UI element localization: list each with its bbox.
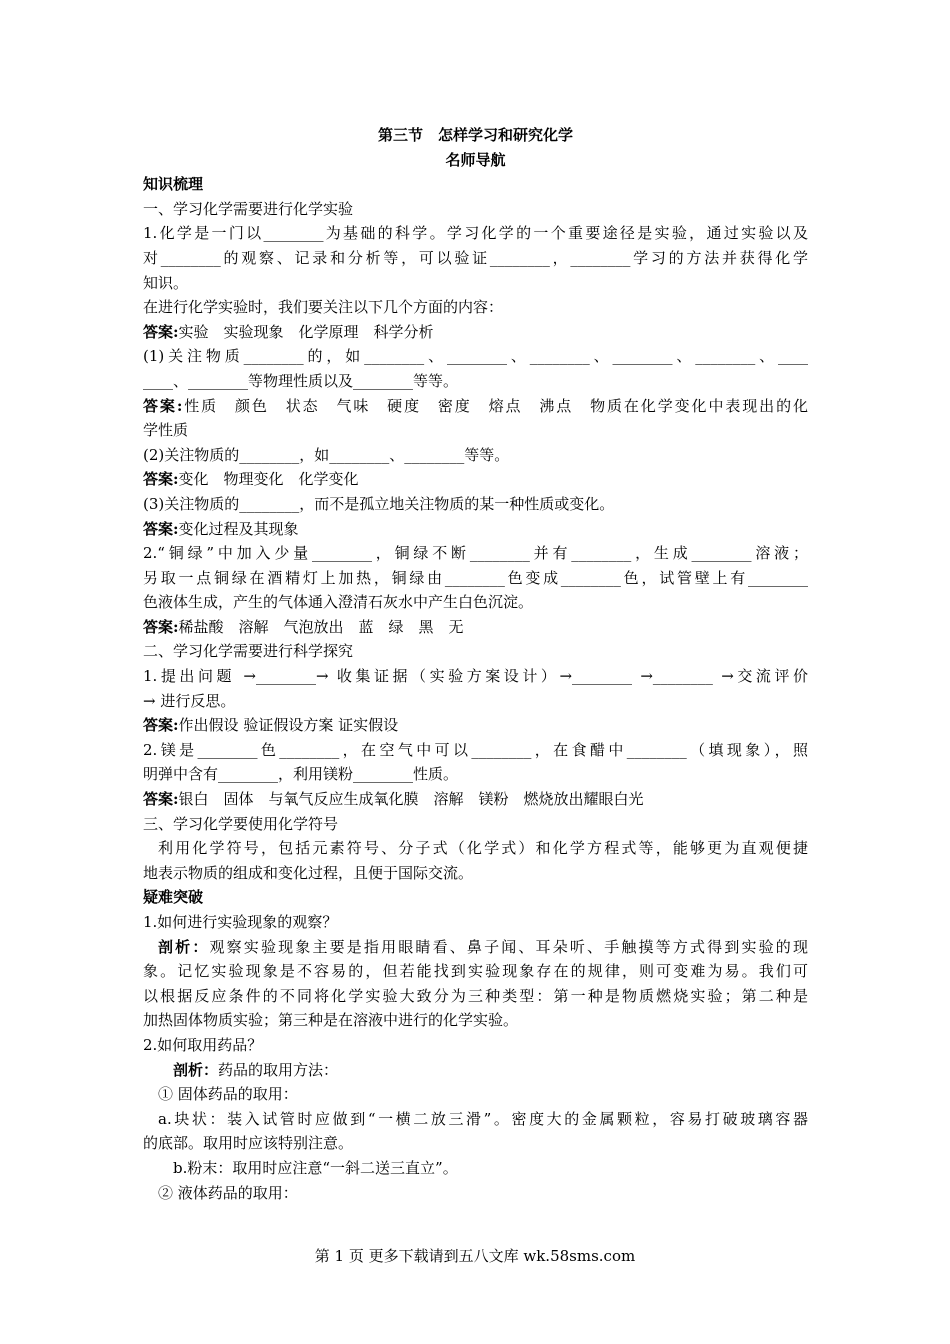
paragraph-line: (1)关注物质________的，如________、________、________、________、________、____ [143,347,808,366]
paragraph-line: 明弹中含有________，利用镁粉________性质。 [143,765,459,784]
paragraph-line: 2.镁是________色________，在空气中可以________，在食醋中________（填现象），照 [143,740,808,759]
list-item: b.粉末：取用时应注意“一斜二送三直立”。 [173,1158,458,1177]
answer-line [143,787,808,812]
analysis-text: 药品的取用方法： [218,1060,339,1079]
question-line: 1.如何进行实验现象的观察？ [143,913,338,931]
answer-label: 答案: [143,617,179,636]
paragraph-line: (2)关注物质的________，如________、________等等。 [143,445,510,464]
answer-line [143,467,808,492]
heading-part-1: 一、学习化学需要进行化学实验 [143,199,354,218]
paragraph-line: 象。记忆实验现象是不容易的，但若能找到实验现象存在的规律，则可变难为易。我们可 [143,962,808,981]
section-title: 第三节 怎样学习和研究化学 [377,126,573,144]
answer-label: 答案: [143,519,179,538]
answer-label: 答案: [143,396,183,415]
answer-line [143,517,808,542]
section-subtitle: 名师导航 [445,150,506,169]
analysis-label: 剖析： [158,937,210,956]
paragraph-line: 1.化学是一门以________为基础的科学。学习化学的一个重要途径是实验，通过实验以及 [143,224,808,243]
answer-label: 答案: [143,790,179,809]
answer-text: 变化过程及其现象 [178,519,299,538]
paragraph-line: 另取一点铜绿在酒精灯上加热，铜绿由________色变成________色，试管壁上有________ [143,568,808,587]
paragraph-line: 利用化学符号，包括元素符号、分子式（化学式）和化学方程式等，能够更为直观便捷 [158,839,808,858]
paragraph-line: ____、________等物理性质以及________等等。 [143,371,459,390]
list-item: a.块状：装入试管时应做到“一横二放三滑”。密度大的金属颗粒，容易打破玻璃容器 [158,1109,808,1128]
paragraph-line: 1.提出问题 →________→ 收集证据（实验方案设计）→________ →________ →交流评价 [143,667,808,686]
list-item: ① 固体药品的取用： [158,1085,298,1104]
answer-text: 作出假设 验证假设方案 证实假设 [178,716,399,735]
paragraph-line: 的底部。取用时应该特别注意。 [143,1134,354,1153]
paragraph-line: 在进行化学实验时，我们要关注以下几个方面的内容： [143,298,504,317]
answer-line-cont: 学性质 [143,421,189,440]
document-body [143,123,808,1205]
heading-part-2: 二、学习化学需要进行科学探究 [143,642,354,661]
paragraph-line: 以根据反应条件的不同将化学实验大致分为三种类型：第一种是物质燃烧实验；第二种是 [143,986,808,1005]
answer-text: 变化 物理变化 化学变化 [178,470,359,489]
answer-line [143,713,808,738]
paragraph-line: 加热固体物质实验；第三种是在溶液中进行的化学实验。 [143,1011,519,1030]
question-line: 2.如何取用药品？ [143,1035,263,1054]
heading-part-3: 三、学习化学要使用化学符号 [143,814,339,833]
answer-label: 答案: [143,470,179,489]
heading-difficulties: 疑难突破 [143,888,204,907]
answer-text: 稀盐酸 溶解 气泡放出 蓝 绿 黑 无 [178,617,464,636]
analysis-text: 观察实验现象主要是指用眼睛看、鼻子闻、耳朵听、手触摸等方式得到实验的现 [209,937,808,956]
analysis-line [143,1058,808,1083]
heading-knowledge: 知识梳理 [143,175,204,194]
answer-line [143,394,808,419]
answer-text: 实验 实验现象 化学原理 科学分析 [178,322,434,341]
answer-label: 答案: [143,716,179,735]
answer-text: 银白 固体 与氧气反应生成氧化膜 溶解 镁粉 燃烧放出耀眼白光 [178,790,644,809]
paragraph-line: 2.“铜绿”中加入少量________，铜绿不断________并有________，生成________溶液； [143,544,808,563]
answer-line [143,615,808,640]
paragraph-line: 对________的观察、记录和分析等，可以验证________，________学习的方法并获得化学 [143,248,808,267]
paragraph-line: 色液体生成，产生的气体通入澄清石灰水中产生白色沉淀。 [143,593,534,612]
list-item: ② 液体药品的取用： [158,1183,298,1202]
page-footer: 第 1 页 更多下载请到五八文库 wk.58sms.com [314,1247,636,1265]
analysis-line [143,935,808,960]
answer-text: 性质 颜色 状态 气味 硬度 密度 熔点 沸点 物质在化学变化中表现出的化 [182,396,808,415]
analysis-label: 剖析： [173,1060,219,1079]
paragraph-line: 地表示物质的组成和变化过程，且便于国际交流。 [143,863,474,882]
answer-label: 答案: [143,322,179,341]
paragraph-line: 知识。 [143,273,189,292]
answer-line [143,320,808,345]
paragraph-line: → 进行反思。 [143,691,236,710]
paragraph-line: (3)关注物质的________，而不是孤立地关注物质的某一种性质或变化。 [143,494,615,513]
